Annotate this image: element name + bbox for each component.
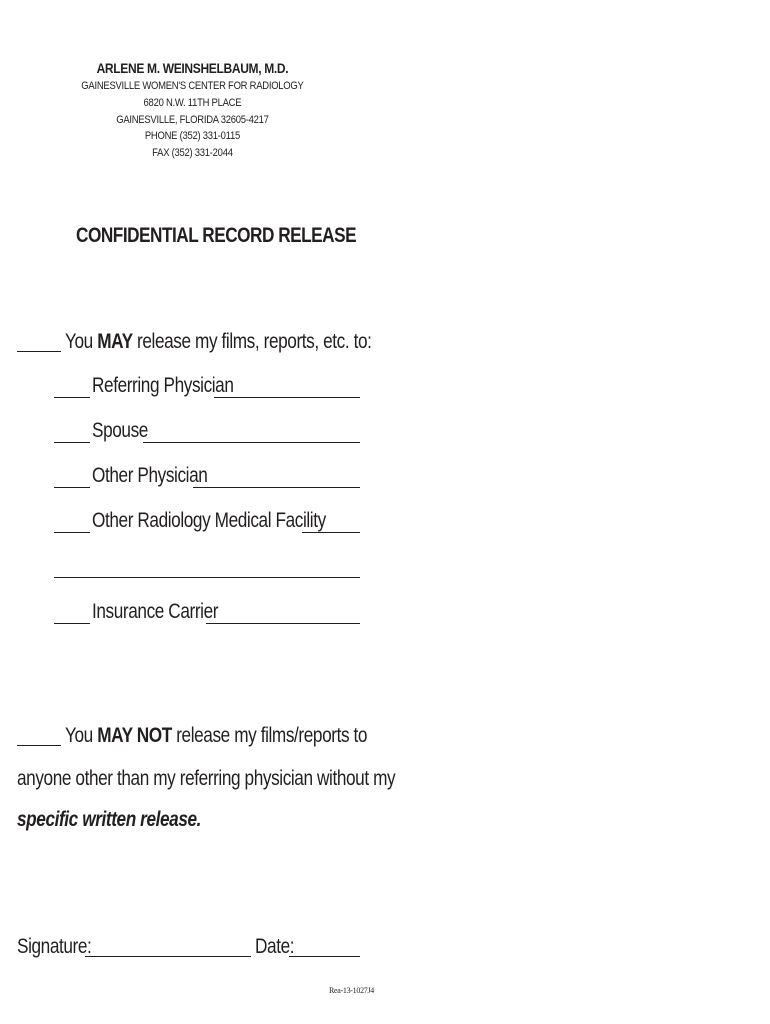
- may-release-statement: You MAY release my films, reports, etc. to:: [65, 330, 372, 353]
- other-radiology-field-continued[interactable]: [54, 577, 360, 578]
- may-release-checkbox-line[interactable]: [17, 351, 61, 352]
- other-physician-field[interactable]: [193, 487, 360, 488]
- may-not-release-checkbox-line[interactable]: [17, 745, 61, 746]
- doctor-name: ARLENE M. WEINSHELBAUM, M.D.: [96, 60, 289, 76]
- revision-code: Rea-13-1027J4: [329, 986, 374, 995]
- referring-physician-check-line[interactable]: [54, 397, 90, 398]
- other-radiology-label: Other Radiology Medical Facility: [92, 509, 326, 532]
- insurance-carrier-label: Insurance Carrier: [92, 600, 219, 623]
- may-not-release-line3: specific written release.: [17, 808, 202, 831]
- insurance-carrier-check-line[interactable]: [54, 623, 90, 624]
- spouse-label: Spouse: [92, 419, 148, 442]
- date-field[interactable]: [289, 956, 360, 957]
- spouse-field[interactable]: [143, 442, 360, 443]
- referring-physician-field[interactable]: [214, 397, 360, 398]
- center-name: GAINESVILLE WOMEN'S CENTER FOR RADIOLOGY: [81, 80, 304, 92]
- signature-label: Signature:: [17, 935, 92, 958]
- other-radiology-check-line[interactable]: [54, 532, 90, 533]
- may-not-release-statement: You MAY NOT release my films/reports to: [65, 724, 368, 747]
- signature-field[interactable]: [85, 956, 251, 957]
- date-label: Date:: [255, 935, 295, 958]
- other-radiology-field[interactable]: [302, 532, 360, 533]
- city-line: GAINESVILLE, FLORIDA 32605-4217: [116, 114, 269, 126]
- fax-line: FAX (352) 331-2044: [152, 147, 233, 159]
- phone-line: PHONE (352) 331-0115: [144, 130, 240, 142]
- referring-physician-label: Referring Physician: [92, 374, 234, 397]
- insurance-carrier-field[interactable]: [206, 623, 360, 624]
- spouse-check-line[interactable]: [54, 442, 90, 443]
- other-physician-label: Other Physician: [92, 464, 208, 487]
- address-line: 6820 N.W. 11TH PLACE: [143, 97, 242, 109]
- other-physician-check-line[interactable]: [54, 487, 90, 488]
- may-not-release-line2: anyone other than my referring physician without my: [17, 767, 396, 790]
- form-title: CONFIDENTIAL RECORD RELEASE: [76, 224, 357, 247]
